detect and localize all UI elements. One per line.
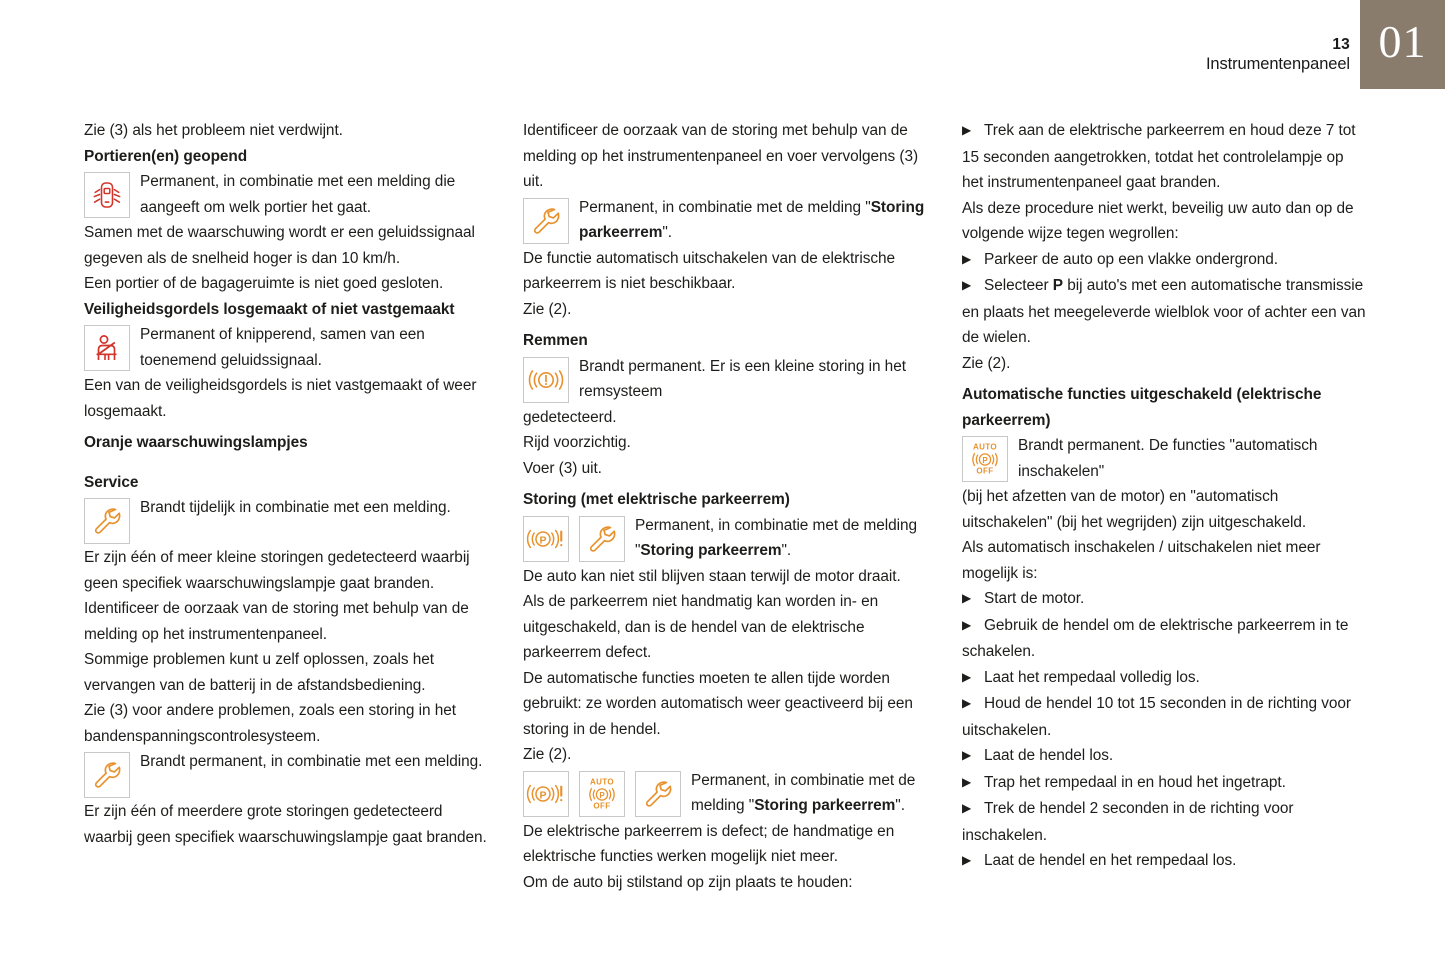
list-item-label: Trek de hendel 2 seconden in de richting voor inschakelen.	[962, 800, 1294, 844]
col2-final-body-1: De elektrische parkeerrem is defect; de handmatige en elektrische functies werken mogelijk niet meer.	[523, 822, 895, 865]
auto-body-2: Als automatisch inschakelen / uitschakelen niet meer mogelijk is:	[962, 539, 1321, 582]
service-wrench-icon	[579, 516, 625, 562]
service-wrench-icon	[523, 198, 569, 244]
service-icon-text-1: Brandt tijdelijk in combinatie met een melding.	[140, 499, 451, 516]
header-text-block	[1206, 0, 1360, 75]
triple-text-pre: Permanent, in combinatie met de melding "	[691, 771, 916, 814]
column-1	[84, 118, 488, 895]
wrench-icon-block	[523, 195, 927, 246]
fault-text-bold: Storing parkeerrem	[640, 542, 782, 559]
arrow-bullet-icon: ▶	[962, 696, 972, 710]
auto-icon-block	[962, 433, 1366, 484]
list-item-label: Parkeer de auto op een vlakke ondergrond.	[984, 250, 1278, 268]
list-item-label: Laat de hendel en het rempedaal los.	[984, 852, 1237, 869]
service-wrench-icon	[84, 498, 130, 544]
service-wrench-icon	[635, 771, 681, 817]
arrow-bullet-icon: ▶	[962, 853, 972, 867]
svg-text:P: P	[539, 789, 547, 802]
service-body-5: Er zijn één of meerdere grote storingen gedetecteerd waarbij geen specifiek waarschuwingslampje gaat branden.	[84, 803, 487, 846]
fault-body-1: De auto kan niet stil blijven staan terwijl de motor draait.	[523, 567, 901, 585]
service-body-1: Er zijn één of meer kleine storingen gedetecteerd waarbij geen specifiek waarschuwingslampje gaat branden.	[84, 549, 470, 592]
chapter-number: 01	[1378, 16, 1427, 67]
brake-body-2: Rijd voorzichtig.	[523, 434, 631, 451]
service-body-4: Zie (3) voor andere problemen, zoals een storing in het bandenspanningscontrolesysteem.	[84, 702, 456, 745]
list-item	[962, 848, 1366, 875]
list-item	[962, 247, 1366, 274]
page-header	[1206, 0, 1445, 90]
auto-icon-text: Brandt permanent. De functies "automatisch inschakelen"	[1018, 437, 1318, 480]
list-item	[962, 691, 1366, 743]
col2-para-3: Zie (2).	[523, 300, 572, 318]
doors-body-2: Een portier of de bagageruimte is niet goed gesloten.	[84, 275, 444, 292]
auto-parking-brake-off-icon	[579, 771, 625, 817]
seatbelt-body: Een van de veiligheidsgordels is niet vastgemaakt of weer losgemaakt.	[84, 377, 477, 420]
svg-text:P: P	[539, 534, 547, 547]
list-item	[962, 743, 1366, 770]
doors-body-1: Samen met de waarschuwing wordt er een geluidssignaal gegeven als de snelheid hoger is dan 10 km/h.	[84, 224, 475, 267]
bullet-3-pre: Selecteer	[984, 277, 1053, 294]
heading-orange-warning-lights: Oranje waarschuwingslampjes	[84, 434, 308, 451]
fault-icon-block	[523, 513, 927, 564]
list-item-label: Trek aan de elektrische parkeerrem en houd deze 7 tot 15 seconden aangetrokken, totdat het controlelampje op het instrumentenpaneel gaat branden.	[962, 122, 1356, 191]
list-item-label: Trap het rempedaal in en houd het ingetrapt.	[984, 773, 1286, 791]
auto-parking-brake-off-icon	[962, 436, 1008, 482]
list-item	[962, 118, 1366, 196]
arrow-bullet-icon: ▶	[962, 669, 972, 684]
arrow-bullet-icon: ▶	[962, 278, 972, 292]
list-item	[962, 586, 1366, 613]
list-item-label: Houd de hendel 10 tot 15 seconden in de richting voor uitschakelen.	[962, 695, 1351, 739]
wrench-text-post: ".	[662, 224, 672, 241]
heading-doors-open: Portieren(en) geopend	[84, 147, 248, 165]
arrow-bullet-icon: ▶	[962, 748, 972, 762]
service-icon-block-2	[84, 749, 488, 799]
col2-para-2: De functie automatisch uitschakelen van de elektrische parkeerrem is niet beschikbaar.	[523, 249, 896, 292]
seatbelt-icon-block	[84, 322, 488, 373]
bullet-3-post: bij auto's met een automatische transmissie en plaats het meegeleverde wielblok voor of achter een van de wielen.	[962, 277, 1366, 346]
svg-text:P: P	[982, 456, 988, 466]
triple-icon-block	[523, 768, 927, 819]
heading-seatbelts: Veiligheidsgordels losgemaakt of niet vastgemaakt	[84, 300, 455, 318]
service-body-2: Identificeer de oorzaak van de storing met behulp van de melding op het instrumentenpaneel.	[84, 600, 469, 643]
col3-para-2: Zie (2).	[962, 354, 1011, 372]
door-open-warning-icon	[84, 172, 130, 218]
brake-body-1: gedetecteerd.	[523, 408, 617, 426]
brake-body-3: Voer (3) uit.	[523, 459, 602, 477]
doors-icon-text: Permanent, in combinatie met een melding die aangeeft om welk portier het gaat.	[140, 173, 456, 216]
col2-final-body-2: Om de auto bij stilstand op zijn plaats te houden:	[523, 873, 853, 891]
brake-icon-text: Brandt permanent. Er is een kleine storing in het remsysteem	[579, 357, 906, 400]
heading-brakes: Remmen	[523, 332, 588, 349]
column-2	[523, 118, 927, 895]
heading-auto-functions-disabled: Automatische functies uitgeschakeld (elektrische parkeerrem)	[962, 386, 1322, 429]
list-item-label	[962, 277, 1366, 346]
page-number: 13	[1332, 36, 1350, 53]
list-item	[962, 273, 1366, 351]
fault-body-4: Zie (2).	[523, 746, 572, 763]
svg-text:OFF: OFF	[593, 801, 611, 810]
list-item	[962, 665, 1366, 692]
list-item-label: Start de motor.	[984, 590, 1085, 607]
heading-service: Service	[84, 473, 139, 491]
wrench-text-bold: Storing parkeerrem	[579, 198, 925, 241]
svg-text:AUTO: AUTO	[972, 442, 998, 452]
list-item	[962, 613, 1366, 665]
heading-fault-electric-parking-brake: Storing (met elektrische parkeerrem)	[523, 491, 790, 508]
col1-intro: Zie (3) als het probleem niet verdwijnt.	[84, 122, 343, 139]
column-3	[962, 118, 1366, 895]
svg-text:OFF: OFF	[976, 466, 994, 476]
arrow-bullet-icon: ▶	[962, 123, 972, 137]
section-title: Instrumentenpaneel	[1205, 55, 1350, 74]
wrench-text-pre: Permanent, in combinatie met de melding "	[579, 198, 871, 216]
arrow-bullet-icon: ▶	[962, 774, 972, 789]
service-wrench-icon	[84, 752, 130, 798]
fault-text-post: ".	[781, 542, 792, 559]
list-item	[962, 770, 1366, 797]
doors-icon-block	[84, 169, 488, 220]
col2-para-1: Identificeer de oorzaak van de storing met behulp van de melding op het instrumentenpaneel en voer vervolgens (3) uit.	[523, 122, 919, 190]
auto-body-1: (bij het afzetten van de motor) en "automatisch uitschakelen" (bij het wegrijden) zijn uitgeschakeld.	[962, 488, 1307, 531]
seatbelt-warning-icon	[84, 325, 130, 371]
svg-text:AUTO: AUTO	[589, 777, 615, 786]
svg-text:P: P	[599, 790, 605, 800]
wrench-icon-text	[523, 195, 927, 246]
list-item-label: Laat het rempedaal volledig los.	[984, 668, 1200, 686]
triple-text-bold: Storing parkeerrem	[754, 797, 896, 814]
list-item-label: Gebruik de hendel om de elektrische parkeerrem in te schakelen.	[962, 616, 1349, 660]
col3-para-1: Als deze procedure niet werkt, beveilig uw auto dan op de volgende wijze tegen wegrollen:	[962, 199, 1354, 242]
brake-icon-block	[523, 354, 927, 405]
triple-text-post: ".	[895, 797, 905, 814]
fault-body-2: Als de parkeerrem niet handmatig kan worden in- en uitgeschakeld, dan is de hendel van de elektrische parkeerrem defect.	[523, 593, 879, 661]
fault-body-3: De automatische functies moeten te allen tijde worden gebruikt: ze worden automatisch weer geactiveerd bij een storing in de hendel.	[523, 669, 913, 738]
arrow-bullet-icon: ▶	[962, 801, 972, 815]
service-body-3: Sommige problemen kunt u zelf oplossen, zoals het vervangen van de batterij in de afstandsbediening.	[84, 651, 435, 694]
chapter-tab	[1360, 0, 1445, 89]
arrow-bullet-icon: ▶	[962, 251, 972, 266]
list-item-label: Laat de hendel los.	[984, 747, 1114, 764]
arrow-bullet-icon: ▶	[962, 617, 972, 632]
brake-system-warning-icon	[523, 357, 569, 403]
content-columns	[84, 118, 1366, 895]
list-item	[962, 796, 1366, 848]
parking-brake-fault-icon	[523, 771, 569, 817]
arrow-bullet-icon: ▶	[962, 591, 972, 605]
bullet-3-bold: P	[1052, 277, 1064, 294]
fault-text-pre: Permanent, in combinatie met de melding "	[635, 516, 918, 559]
parking-brake-fault-icon	[523, 516, 569, 562]
service-icon-text-2: Brandt permanent, in combinatie met een melding.	[140, 753, 483, 770]
service-icon-block-1	[84, 495, 488, 545]
seatbelt-icon-text: Permanent of knipperend, samen van een toenemend geluidssignaal.	[140, 326, 425, 369]
